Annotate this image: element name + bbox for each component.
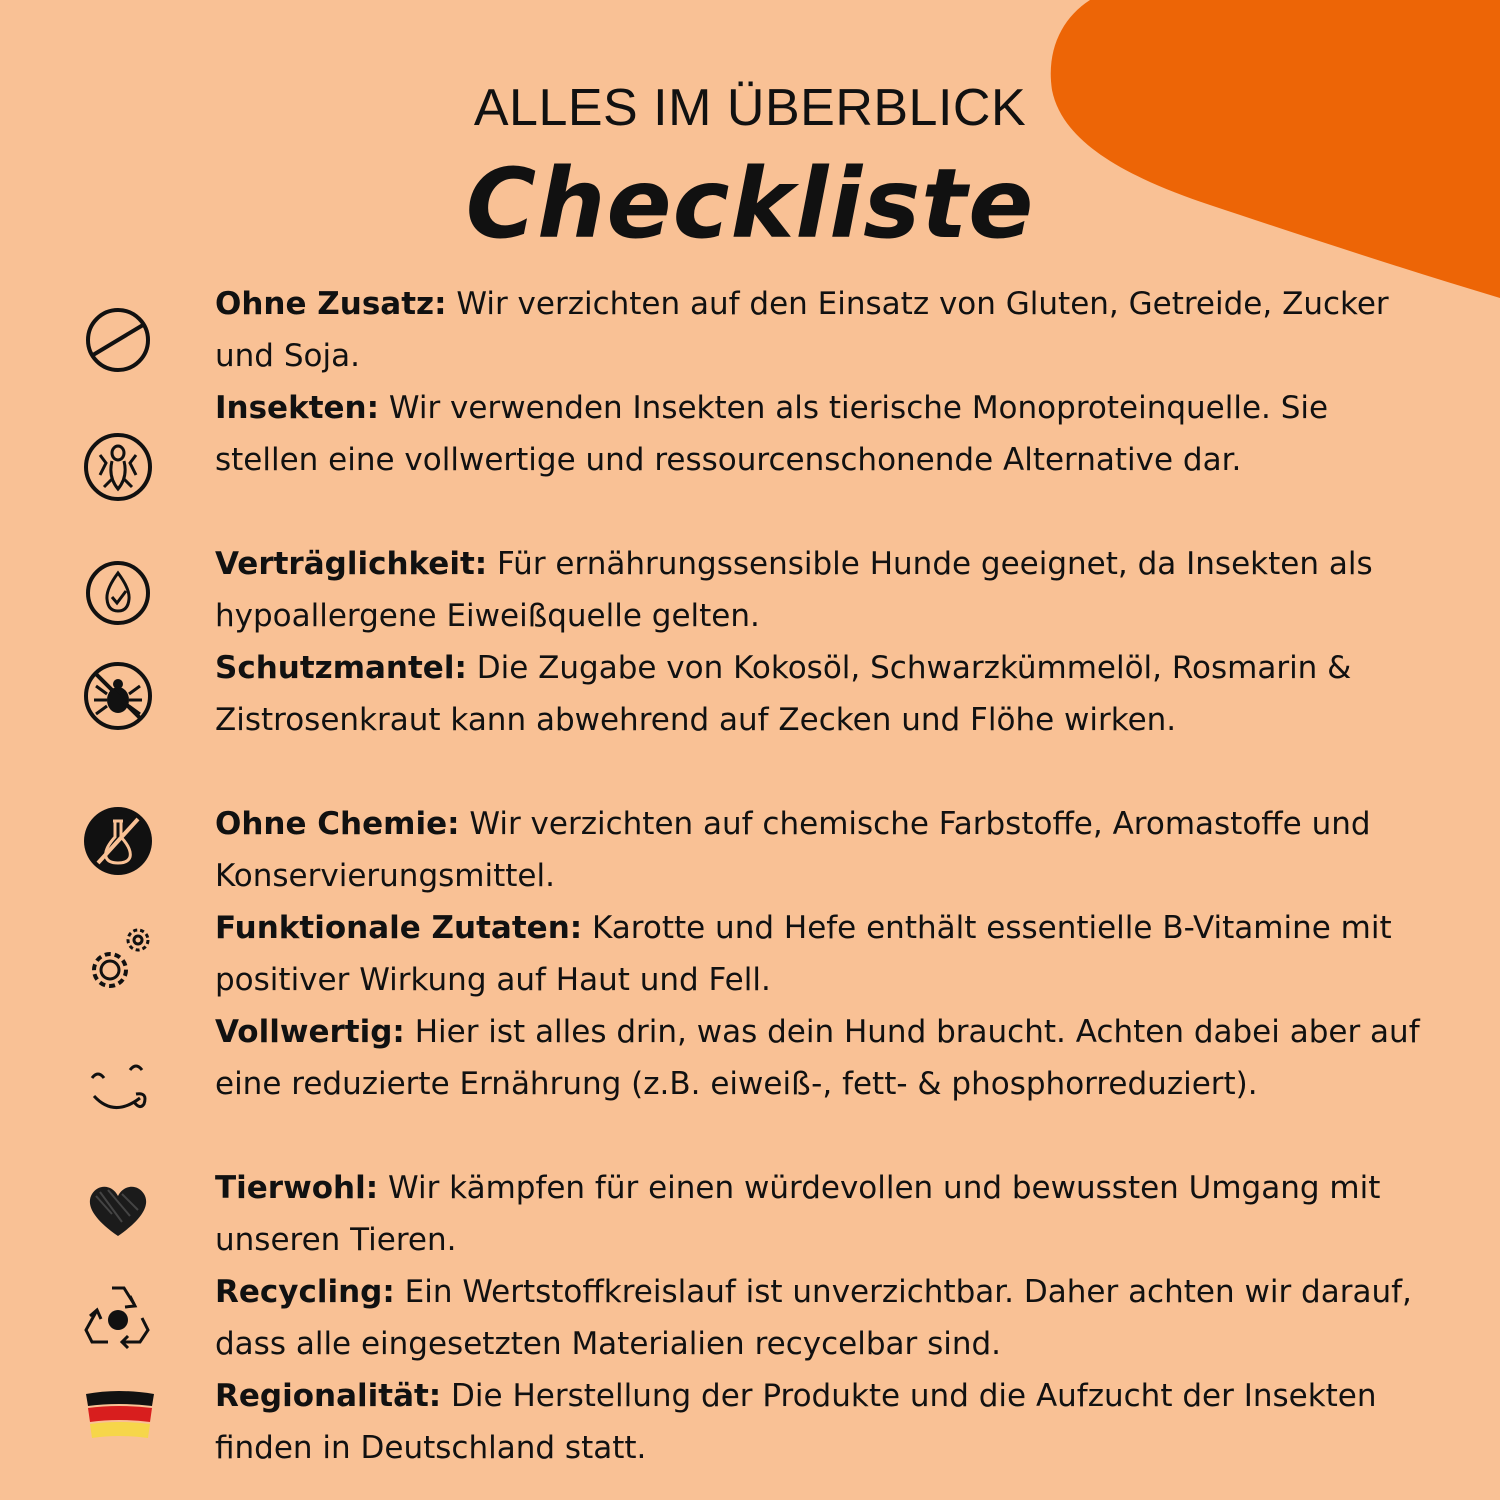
- list-item-text: [215, 538, 1440, 642]
- list-item-description: Wir verzichten auf den Einsatz von Gluten, Getreide, Zucker und Soja.: [215, 286, 1389, 374]
- list-item-text: [215, 1266, 1440, 1370]
- list-item-text: [215, 1006, 1440, 1110]
- list-item-text: [215, 382, 1440, 486]
- heart-icon: [78, 1170, 158, 1250]
- list-item-label: Schutzmantel:: [215, 650, 467, 686]
- list-item-label: Insekten:: [215, 390, 380, 426]
- list-item-text: [215, 278, 1440, 382]
- list-item-description: Die Zugabe von Kokosöl, Schwarzkümmelöl, Rosmarin & Zistrosenkraut kann abwehrend auf Zecken und Flöhe wirken.: [215, 650, 1352, 738]
- drop-check-icon: [78, 553, 158, 633]
- list-item-description: Ein Wertstoffkreislauf ist unverzichtbar. Daher achten wir darauf, dass alle eingesetzten Materialien recycelbar sind.: [215, 1274, 1412, 1362]
- gears-icon: [78, 920, 158, 1000]
- list-item-label: Ohne Chemie:: [215, 806, 460, 842]
- list-item-description: Hier ist alles drin, was dein Hund braucht. Achten dabei aber auf eine reduzierte Ernährung (z.B. eiweiß-, fett- & phosphorreduziert).: [215, 1014, 1420, 1102]
- no-sign-icon: [78, 300, 158, 380]
- header-kicker: ALLES IM ÜBERBLICK: [473, 79, 1027, 137]
- list-item-text: [215, 1370, 1440, 1474]
- german-flag-icon: [78, 1386, 158, 1466]
- recycling-icon: [78, 1274, 158, 1354]
- page-title: Checkliste: [465, 148, 1035, 260]
- list-item-description: Wir verzichten auf chemische Farbstoffe, Aromastoffe und Konservierungsmittel.: [215, 806, 1371, 894]
- list-item-label: Verträglichkeit:: [215, 546, 488, 582]
- list-item-label: Ohne Zusatz:: [215, 286, 447, 322]
- list-item-description: Die Herstellung der Produkte und die Aufzucht der Insekten finden in Deutschland statt.: [215, 1378, 1377, 1466]
- list-item-label: Recycling:: [215, 1274, 395, 1310]
- no-tick-icon: [78, 656, 158, 736]
- yummy-face-icon: [78, 1048, 158, 1128]
- list-item-label: Funktionale Zutaten:: [215, 910, 583, 946]
- list-item-text: [215, 1162, 1440, 1266]
- list-item-label: Vollwertig:: [215, 1014, 405, 1050]
- insect-icon: [78, 427, 158, 507]
- list-item-label: Tierwohl:: [215, 1170, 379, 1206]
- list-item-text: [215, 798, 1440, 902]
- list-item-text: [215, 902, 1440, 1006]
- list-item-description: Wir kämpfen für einen würdevollen und bewussten Umgang mit unseren Tieren.: [215, 1170, 1381, 1258]
- list-item-description: Für ernährungssensible Hunde geeignet, da Insekten als hypoallergene Eiweißquelle gelten.: [215, 546, 1373, 634]
- list-item-label: Regionalität:: [215, 1378, 442, 1414]
- list-item-description: Wir verwenden Insekten als tierische Monoproteinquelle. Sie stellen eine vollwertige und ressourcenschonende Alternative dar.: [215, 390, 1329, 478]
- list-item-text: [215, 642, 1440, 746]
- list-item-description: Karotte und Hefe enthält essentielle B-Vitamine mit positiver Wirkung auf Haut und Fell.: [215, 910, 1392, 998]
- no-chemicals-icon: [78, 801, 158, 881]
